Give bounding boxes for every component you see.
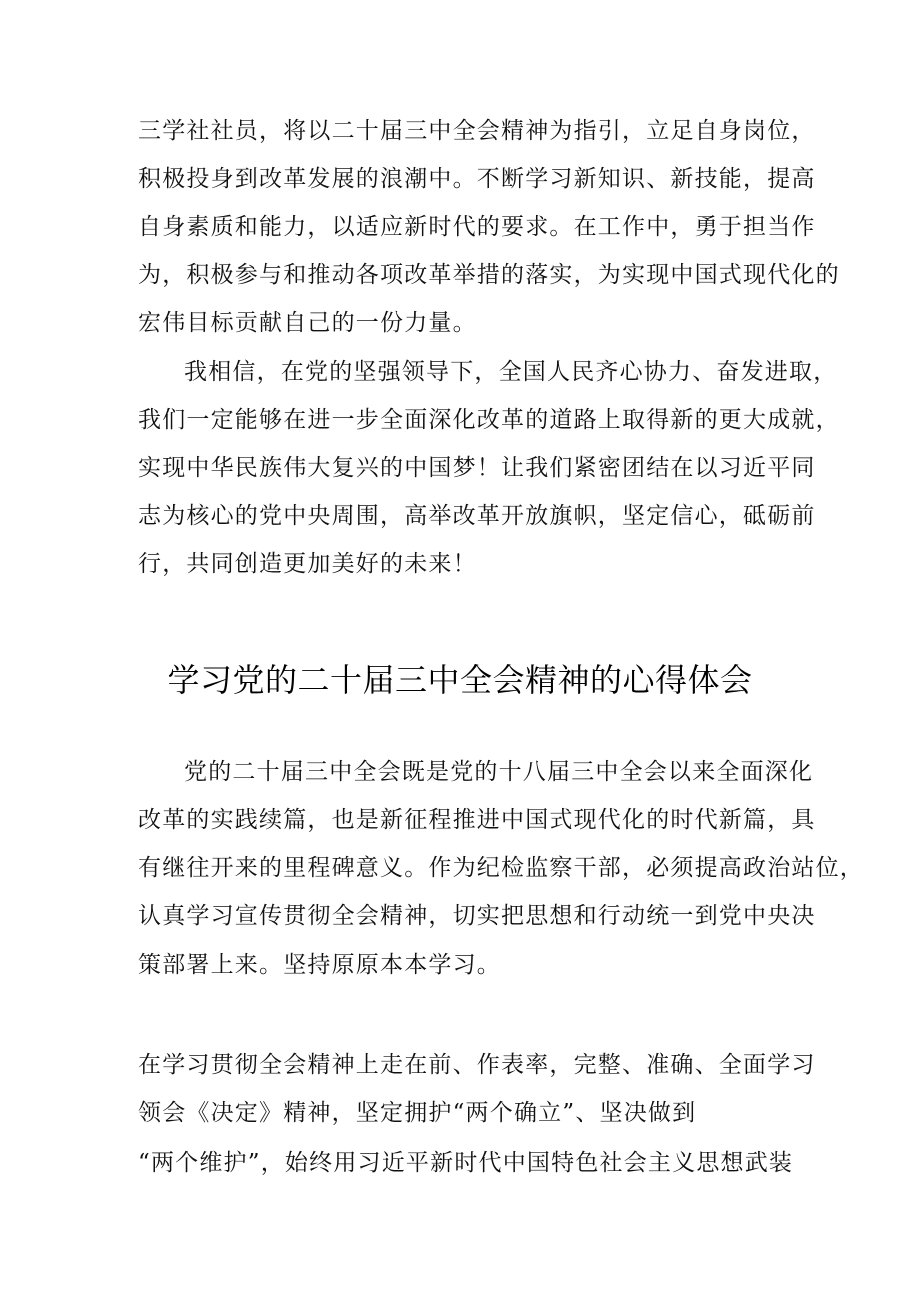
- paragraph-1-line-1: 三学社社员，将以二十届三中全会精神为指引，立足自身岗位，: [138, 118, 816, 144]
- paragraph-1-line-2: 积极投身到改革发展的浪潮中。不断学习新知识、新技能，提高: [138, 166, 816, 192]
- paragraph-4-line-2: 领会《决定》精神，坚定拥护“两个确立”、坚决做到: [138, 1100, 697, 1126]
- paragraph-3-line-5: 策部署上来。坚持原原本本学习。: [138, 952, 501, 978]
- paragraph-2-line-2: 我们一定能够在进一步全面深化改革的道路上取得新的更大成就，: [138, 407, 840, 433]
- paragraph-2-line-5: 行，共同创造更加美好的未来！: [138, 551, 477, 577]
- paragraph-2-line-3: 实现中华民族伟大复兴的中国梦！让我们紧密团结在以习近平同: [138, 455, 816, 481]
- paragraph-2-line-4: 志为核心的党中央周围，高举改革开放旗帜，坚定信心，砥砺前: [138, 503, 816, 529]
- paragraph-3-line-3: 有继往开来的里程碑意义。作为纪检监察干部，必须提高政治站位，: [138, 855, 864, 881]
- paragraph-1-line-3: 自身素质和能力，以适应新时代的要求。在工作中，勇于担当作: [138, 214, 816, 240]
- document-title: 学习党的二十届三中全会精神的心得体会: [167, 661, 753, 699]
- paragraph-1-line-4: 为，积极参与和推动各项改革举措的落实，为实现中国式现代化的: [138, 262, 840, 288]
- paragraph-2-line-1: 我相信，在党的坚强领导下，全国人民齐心协力、奋发进取，: [184, 359, 838, 385]
- paragraph-3-line-2: 改革的实践续篇，也是新征程推进中国式现代化的时代新篇，具: [138, 807, 816, 833]
- paragraph-3-line-4: 认真学习宣传贯彻全会精神，切实把思想和行动统一到党中央决: [138, 903, 816, 929]
- paragraph-4-line-1: 在学习贯彻全会精神上走在前、作表率，完整、准确、全面学习: [138, 1052, 816, 1078]
- paragraph-1-line-5: 宏伟目标贡献自己的一份力量。: [138, 310, 477, 336]
- paragraph-3-line-1: 党的二十届三中全会既是党的十八届三中全会以来全面深化: [184, 759, 814, 785]
- paragraph-4-line-3: “两个维护”，始终用习近平新时代中国特色社会主义思想武装: [138, 1150, 794, 1176]
